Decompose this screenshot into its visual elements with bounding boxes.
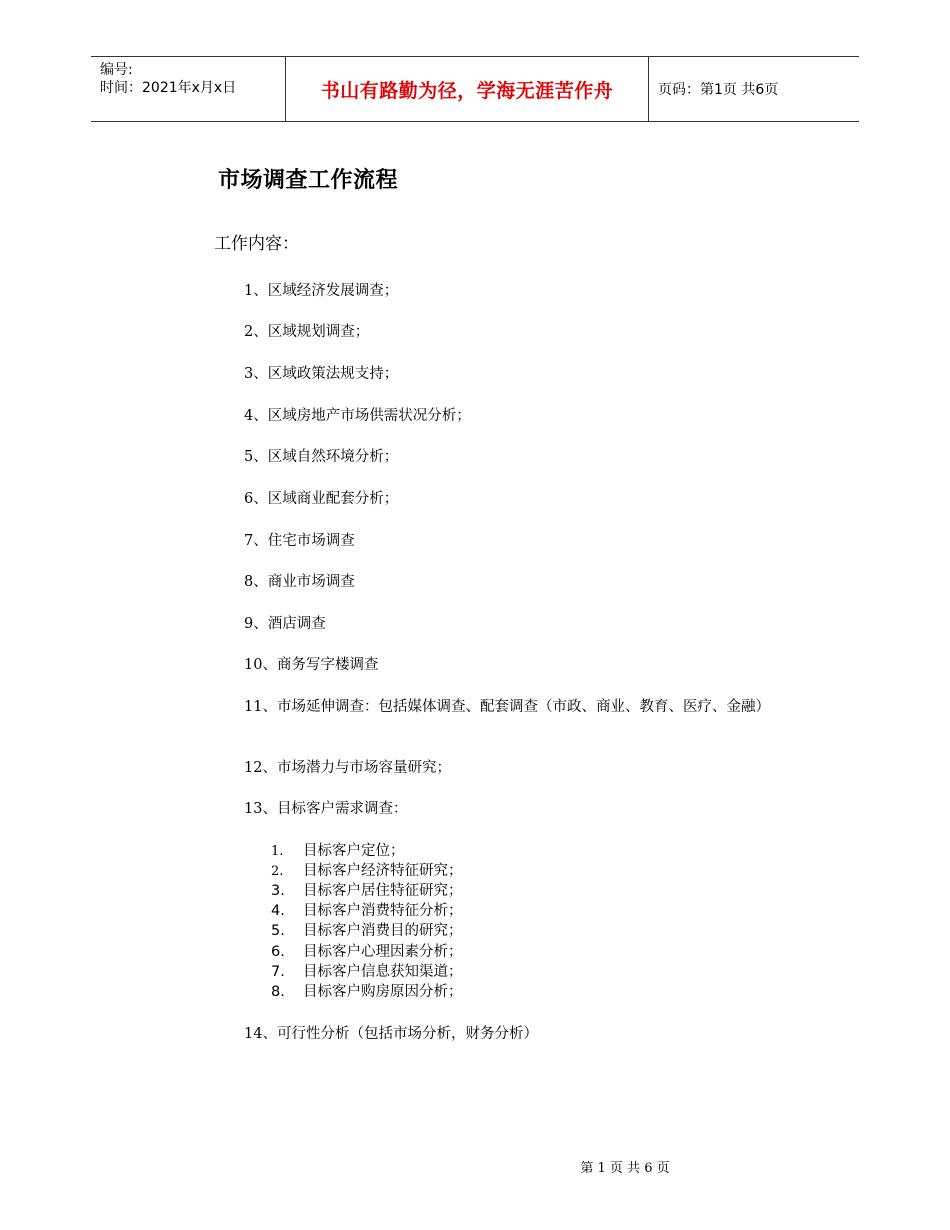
sub-item-text: 目标客户定位； bbox=[303, 843, 405, 859]
sub-item-number: 6. bbox=[271, 944, 285, 960]
item-number: 7、 bbox=[244, 533, 268, 549]
page-footer: 第 1 页 共 6 页 bbox=[580, 1161, 670, 1176]
sub-item-text: 目标客户消费特征分析； bbox=[303, 903, 463, 919]
item-text: 目标客户需求调查： bbox=[276, 801, 408, 817]
item-text: 市场潜力与市场容量研究； bbox=[276, 760, 451, 776]
sub-item-number: 7. bbox=[271, 964, 285, 980]
sub-item-text: 目标客户心理因素分析； bbox=[303, 944, 463, 960]
sub-item-text: 目标客户居住特征研究； bbox=[303, 883, 463, 899]
list-item bbox=[244, 614, 814, 634]
item-number: 3、 bbox=[244, 366, 268, 382]
item-text: 区域房地产市场供需状况分析； bbox=[267, 408, 471, 424]
item-number: 10、 bbox=[244, 657, 277, 673]
sub-item-text: 目标客户经济特征研究； bbox=[303, 863, 463, 879]
section-subtitle: 工作内容： bbox=[214, 234, 299, 254]
sub-list-item bbox=[271, 881, 463, 901]
sub-item-number: 3. bbox=[271, 883, 285, 899]
sub-list-item bbox=[271, 841, 405, 862]
item-number: 4、 bbox=[244, 408, 268, 424]
item-text: 区域经济发展调查； bbox=[267, 283, 399, 299]
item-text: 可行性分析（包括市场分析，财务分析） bbox=[276, 1026, 538, 1042]
sub-list-item bbox=[271, 942, 463, 962]
item-number: 2、 bbox=[244, 324, 268, 340]
sub-list-item bbox=[271, 921, 463, 941]
sub-list-item bbox=[271, 982, 463, 1002]
sub-item-number: 2. bbox=[271, 864, 284, 879]
number-label: 编号: bbox=[100, 62, 133, 78]
item-text: 住宅市场调查 bbox=[267, 533, 355, 549]
item-number: 12、 bbox=[244, 760, 277, 776]
item-number: 13、 bbox=[244, 801, 277, 817]
item-number: 1、 bbox=[244, 283, 268, 299]
item-number: 11、 bbox=[244, 699, 277, 715]
item-text: 酒店调查 bbox=[267, 616, 326, 632]
sub-item-text: 目标客户购房原因分析； bbox=[303, 984, 463, 1000]
document-title: 市场调查工作流程 bbox=[218, 168, 399, 193]
document-header bbox=[91, 56, 859, 122]
sub-list-item bbox=[271, 901, 463, 921]
list-item bbox=[244, 447, 814, 467]
list-item bbox=[244, 489, 814, 509]
time-label: 时间：2021年x月x日 bbox=[100, 80, 237, 96]
list-item bbox=[244, 281, 814, 301]
list-item bbox=[244, 531, 814, 551]
item-text: 商务写字楼调查 bbox=[276, 657, 379, 673]
sub-item-number: 8. bbox=[271, 984, 285, 1000]
item-text: 市场延伸调查：包括媒体调查、配套调查（市政、商业、教育、医疗、金融） bbox=[276, 699, 770, 715]
sub-list-item bbox=[271, 962, 463, 982]
sub-item-number: 4. bbox=[271, 903, 285, 919]
list-item bbox=[244, 1024, 814, 1044]
sub-list-item bbox=[271, 861, 463, 882]
item-text: 商业市场调查 bbox=[267, 574, 355, 590]
item-number: 8、 bbox=[244, 574, 268, 590]
sub-item-number: 1. bbox=[271, 844, 284, 859]
item-number: 5、 bbox=[244, 449, 268, 465]
item-text: 区域商业配套分析； bbox=[267, 491, 399, 507]
item-number: 14、 bbox=[244, 1026, 277, 1042]
list-item bbox=[244, 406, 814, 426]
list-item bbox=[244, 572, 814, 592]
header-motto: 书山有路勤为径，学海无涯苦作舟 bbox=[286, 57, 649, 121]
list-item bbox=[244, 697, 814, 717]
item-text: 区域政策法规支持； bbox=[267, 366, 399, 382]
item-text: 区域自然环境分析； bbox=[267, 449, 399, 465]
item-text: 区域规划调查； bbox=[267, 324, 370, 340]
header-meta bbox=[91, 57, 286, 121]
list-item bbox=[244, 364, 814, 384]
list-item bbox=[244, 322, 814, 342]
list-item bbox=[244, 758, 814, 778]
item-number: 6、 bbox=[244, 491, 268, 507]
item-number: 9、 bbox=[244, 616, 268, 632]
sub-item-number: 5. bbox=[271, 923, 285, 939]
sub-item-text: 目标客户消费目的研究； bbox=[303, 923, 463, 939]
header-page-info: 页码：第1页 共6页 bbox=[658, 82, 779, 98]
sub-item-text: 目标客户信息获知渠道； bbox=[303, 964, 463, 980]
list-item bbox=[244, 655, 814, 675]
list-item bbox=[244, 799, 814, 819]
